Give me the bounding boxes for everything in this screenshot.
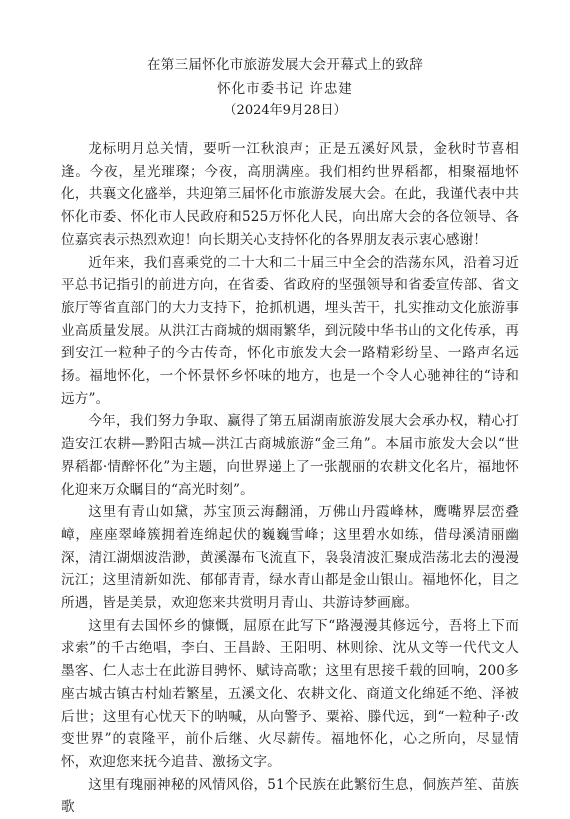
document-title: 在第三届怀化市旅游发展大会开幕式上的致辞 xyxy=(147,57,423,73)
paragraph: 这里有青山如黛，苏宝顶云海翻涌，万佛山丹霞峰林，鹰嘴界层峦叠嶂，座座翠峰簇拥着连绵起伏的巍巍雪峰；这里碧水如练，借母溪清丽幽深，清江湖烟波浩渺，黄溪瀑布飞流直下，袅袅清波汇聚成浩荡北去的漫漫沅江；这里清新如洗、郁郁青青，绿水青山都是金山银山。福地怀化，目之所遇，皆是美景，欢迎您来共赏明月青山、共游诗梦画廊。 xyxy=(61,504,519,612)
paragraph: 这里有瑰丽神秘的风情风俗，51个民族在此繁衍生息，侗族芦笙、苗族歌 xyxy=(61,776,519,816)
document-date: （2024年9月28日） xyxy=(223,103,347,118)
paragraph: 龙标明月总关情，要听一江秋浪声；正是五溪好风景，金秋时节喜相逢。今夜，星光璀璨；今夜，高朋满座。我们相约世界稻都，相聚福地怀化，共襄文化盛举，共迎第三届怀化市旅游发展大会。在此，我谨代表中共怀化市委、怀化市人民政府和525万怀化人民，向出席大会的各位领导、各位嘉宾表示热烈欢迎！向长期关心支持怀化的各界朋友表示衷心感谢！ xyxy=(61,141,519,248)
document-author: 怀化市委书记 许忠建 xyxy=(217,81,353,97)
paragraph: 这里有去国怀乡的慷慨，屈原在此写下“路漫漫其修远兮，吾将上下而求索”的千古绝唱，李白、王昌龄、王阳明、林则徐、沈从文等一代代文人墨客、仁人志士在此游目骋怀、赋诗高歌；这里有思接千载的回响，200多座古城古镇古村灿若繁星，五溪文化、农耕文化、商道文化绵延不绝、泽被后世；这里有心忧天下的呐喊，从向警予、粟裕、滕代远，到“一粒种子·改变世界”的袁隆平，前仆后继、火尽薪传。福地怀化，心之所向，尽显情怀，欢迎您来抚今追昔、激扬文字。 xyxy=(61,617,519,770)
paragraph: 近年来，我们喜乘党的二十大和二十届三中全会的浩荡东风，沿着习近平总书记指引的前进方向，在省委、省政府的坚强领导和省委宣传部、省文旅厅等省直部门的大力支持下，抢抓机遇，埋头苦干，扎实推动文化旅游事业高质量发展。从洪江古商城的烟雨繁华，到沅陵中华书山的文化传承，再到安江一粒种子的今古传奇，怀化市旅发大会一路精彩纷呈、一路声名远扬。福地怀化，一个怀景怀乡怀味的地方，也是一个令人心驰神往的“诗和远方”。 xyxy=(61,254,519,407)
paragraph: 今年，我们努力争取、赢得了第五届湖南旅游发展大会承办权，精心打造安江农耕—黔阳古城—洪江古商城旅游“金三角”。本届市旅发大会以“世界稻都·情醉怀化”为主题，向世界递上了一张靓丽的农耕文化名片，福地怀化迎来万众瞩目的“高光时刻”。 xyxy=(61,413,519,498)
document-body xyxy=(61,138,519,819)
